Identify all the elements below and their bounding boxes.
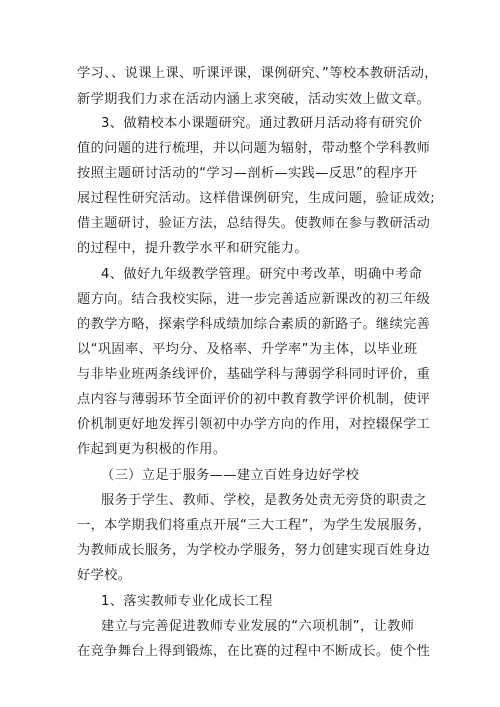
text-line: 借主题研讨，验证方法，总结得失。使教师在参与教研活动 [77, 216, 431, 231]
subsection-heading: 1、落实教师专业化成长工程 [101, 594, 273, 609]
text-line: 以“巩固率、平均分、及格率、升学率”为主体，以毕业班 [77, 342, 418, 357]
text-line: 的教学方略，探索学科成绩加综合素质的新路子。继续完善 [77, 317, 431, 332]
text-line: 好学校。 [77, 568, 132, 583]
paragraph-heading: 4、做好九年级教学管理。研究中考改革，明确中考命 [101, 267, 423, 282]
text-line: 新学期我们力求在活动内涵上求突破，活动实效上做文章。 [77, 92, 431, 107]
text-line: 展过程性研究活动。这样借课例研究，生成问题，验证成效; [77, 191, 436, 206]
text-line: 点内容与薄弱环节全面评价的初中教育教学评价机制，使评 [77, 392, 431, 407]
text-line: 服务于学生、教师、学校，是教务处责无旁贷的职责之 [101, 493, 428, 508]
text-line: 按照主题研讨活动的“学习—剖析—实践—反思”的程序开 [77, 166, 418, 181]
text-line: 一，本学期我们将重点开展“三大工程”，为学生发展服务， [77, 518, 432, 533]
text-line: 在竞争舞台上得到锻炼，在比赛的过程中不断成长。使个性 [77, 644, 431, 659]
text-line: 价机制更好地发挥引领初中办学方向的作用，对控辍保学工 [77, 417, 431, 432]
text-line: 题方向。结合我校实际，进一步完善适应新课改的初三年级 [77, 292, 431, 307]
text-line: 为教师成长服务，为学校办学服务，努力创建实现百姓身边 [77, 543, 431, 558]
text-line: 值的问题的进行梳理，并以问题为辐射，带动整个学科教师 [77, 141, 431, 156]
text-line: 学习、、说课上课、听课评课，课例研究、”等校本教研活动， [77, 66, 438, 81]
text-line: 建立与完善促进教师专业发展的“六项机制”，让教师 [101, 619, 415, 634]
section-heading: （三）立足于服务——建立百姓身边好学校 [101, 468, 360, 483]
text-line: 作起到更为积极的作用。 [77, 442, 227, 457]
text-line: 的过程中，提升教学水平和研究能力。 [77, 241, 308, 256]
paragraph-heading: 3、做精校本小课题研究。通过教研月活动将有研究价 [101, 116, 423, 131]
text-line: 与非毕业班两条线评价，基础学科与薄弱学科同时评价，重 [77, 367, 431, 382]
